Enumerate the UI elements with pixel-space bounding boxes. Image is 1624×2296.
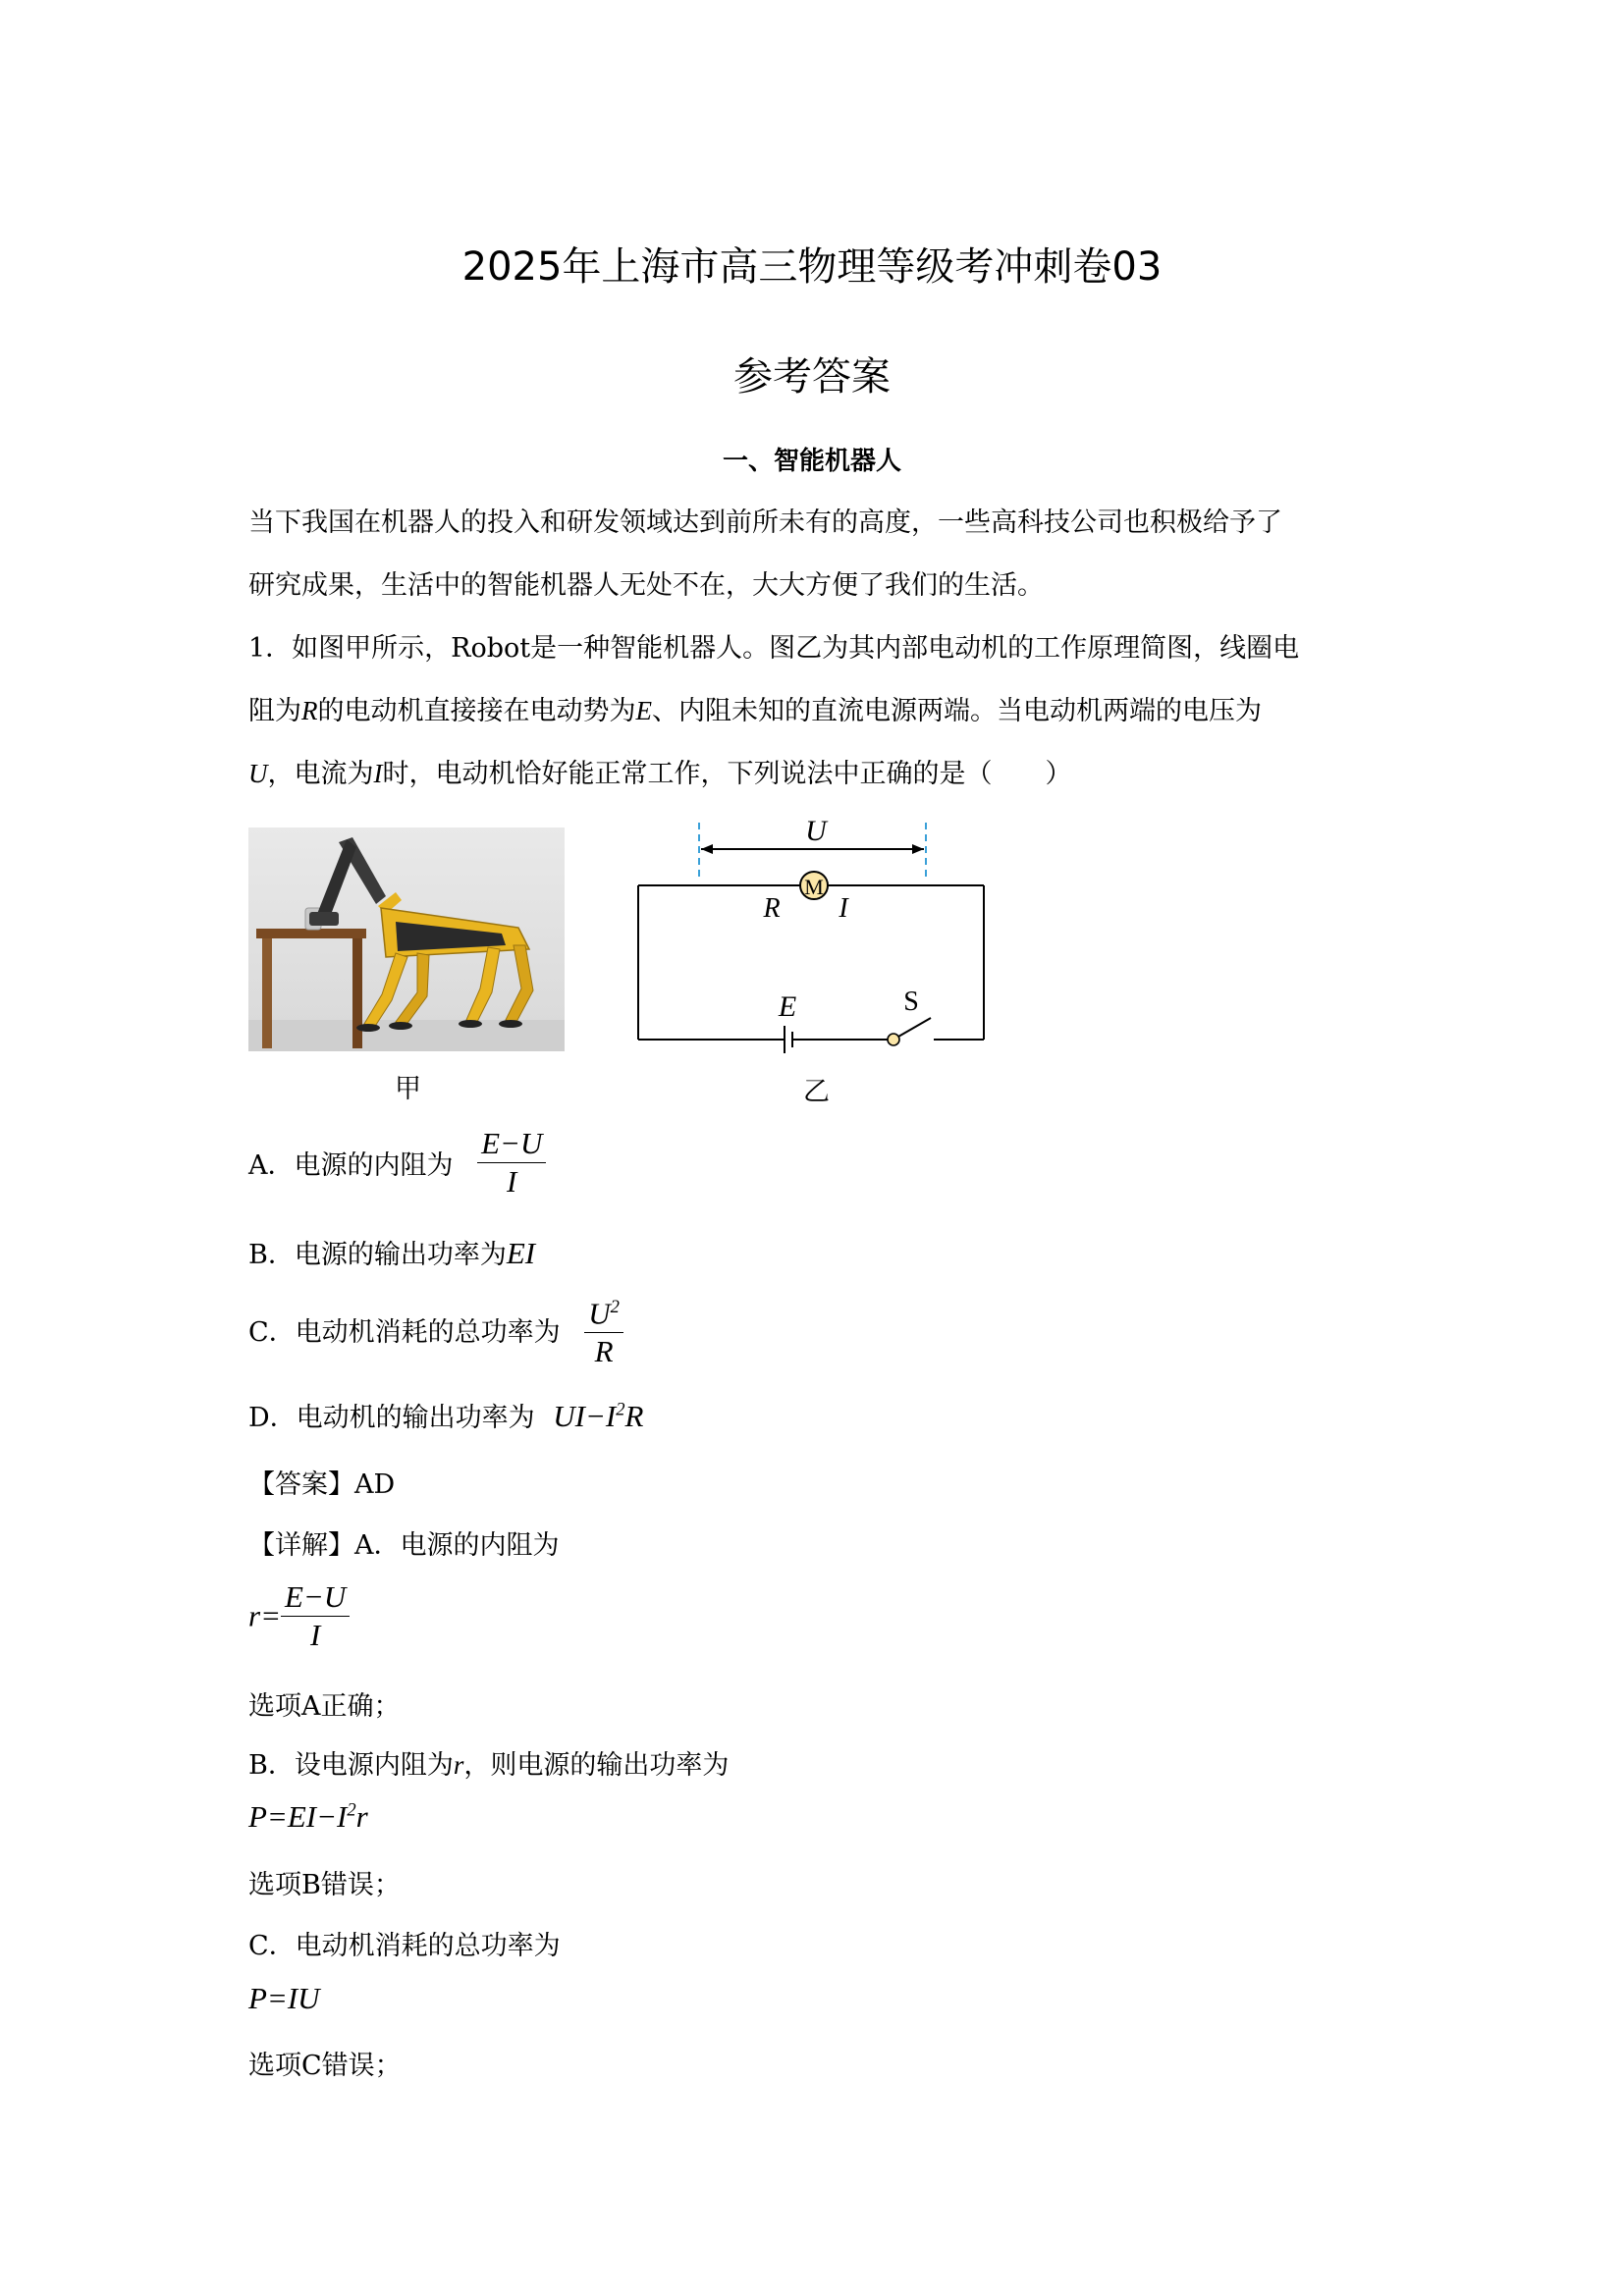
- option-A: [248, 1127, 546, 1199]
- formula-fraction: [281, 1580, 350, 1652]
- table-leg: [352, 938, 362, 1048]
- label-S: S: [903, 987, 919, 1017]
- circuit-diagram: [628, 808, 1001, 1053]
- arrowhead-right: [912, 844, 924, 854]
- symbol-R: R: [301, 696, 318, 725]
- arrowhead-left: [701, 844, 713, 854]
- detail-C-heading: C．电动机消耗的总功率为: [248, 1931, 561, 1961]
- intro-paragraph-line-2: 研究成果，生活中的智能机器人无处不在，大大方便了我们的生活。: [248, 570, 1044, 601]
- table-leg: [262, 938, 272, 1048]
- robot-photo: [248, 828, 565, 1051]
- figure-caption-jia: 甲: [395, 1074, 421, 1104]
- text-fragment: 时，电动机恰好能正常工作，下列说法中正确的是（ ）: [382, 759, 1072, 789]
- expression-part: UI−I: [553, 1399, 617, 1433]
- detail-heading: 【详解】A．电源的内阻为: [248, 1530, 560, 1561]
- formula-part: P=EI−I: [248, 1799, 348, 1834]
- option-B-text: B．电源的输出功率为: [248, 1240, 507, 1270]
- section-heading: 一、智能机器人: [722, 447, 901, 476]
- formula-part: r: [355, 1799, 368, 1834]
- text-fragment: ，则电源的输出功率为: [463, 1750, 730, 1781]
- formula-output-power: [248, 1799, 368, 1835]
- label-R: R: [763, 893, 781, 924]
- fraction-numerator: [584, 1291, 623, 1333]
- symbol-U: U: [248, 759, 268, 788]
- numerator-base: U: [588, 1296, 611, 1331]
- option-C: [248, 1291, 623, 1368]
- option-C-fraction: [584, 1291, 623, 1368]
- fraction-numerator: E−U: [477, 1127, 546, 1163]
- expression-part: R: [624, 1399, 644, 1433]
- fraction-denominator: I: [507, 1164, 517, 1199]
- text-fragment: B．设电源内阻为: [248, 1750, 454, 1781]
- option-C-text: C．电动机消耗的总功率为: [248, 1317, 561, 1349]
- fraction-denominator: R: [594, 1334, 614, 1369]
- option-A-fraction: [477, 1127, 546, 1199]
- detail-B-heading: [248, 1743, 729, 1782]
- fraction-denominator: I: [309, 1618, 321, 1652]
- option-B: [248, 1233, 535, 1271]
- numerator-exponent: 2: [610, 1297, 620, 1317]
- text-fragment: ，电流为: [267, 759, 374, 789]
- formula-total-power: P=IU: [248, 1981, 320, 2015]
- label-E: E: [778, 990, 797, 1023]
- conclusion-C: 选项C错误；: [248, 2051, 402, 2081]
- document-title: 2025年上海市高三物理等级考冲刺卷03: [461, 244, 1163, 290]
- formula-internal-resistance: [248, 1580, 350, 1652]
- question-1-line-2: [248, 689, 1262, 727]
- fraction-numerator: E−U: [281, 1580, 350, 1617]
- symbol-E: E: [635, 696, 652, 725]
- document-subtitle: 参考答案: [733, 354, 891, 400]
- conclusion-A: 选项A正确；: [248, 1691, 401, 1722]
- switch-pivot: [888, 1034, 899, 1045]
- label-I: I: [839, 893, 848, 924]
- expression-exponent: 2: [616, 1399, 625, 1420]
- option-D-text: D．电动机的输出功率为: [248, 1403, 535, 1433]
- answer-line: 【答案】AD: [248, 1469, 396, 1500]
- option-B-expression: EI: [506, 1236, 536, 1270]
- question-1-line-3: [248, 752, 1072, 790]
- label-M: M: [804, 875, 824, 899]
- figure-caption-yi: 乙: [803, 1077, 830, 1107]
- question-1-line-1: 1．如图甲所示，Robot是一种智能机器人。图乙为其内部电动机的工作原理简图，线圈电: [248, 633, 1300, 664]
- option-D: [248, 1396, 643, 1434]
- option-A-text: A．电源的内阻为: [248, 1150, 454, 1181]
- text-fragment: 阻为: [248, 696, 301, 726]
- text-fragment: 的电动机直接接在电动势为: [317, 696, 636, 726]
- formula-lhs: r=: [248, 1598, 281, 1633]
- option-D-expression: [553, 1399, 643, 1433]
- symbol-I: I: [373, 759, 383, 788]
- intro-paragraph-line-1: 当下我国在机器人的投入和研发领域达到前所未有的高度，一些高科技公司也积极给予了: [248, 507, 1282, 538]
- switch-blade: [898, 1018, 931, 1037]
- symbol-r: r: [453, 1750, 464, 1780]
- conclusion-B: 选项B错误；: [248, 1870, 401, 1900]
- text-fragment: 、内阻未知的直流电源两端。当电动机两端的电压为: [652, 696, 1262, 726]
- label-U: U: [805, 815, 827, 847]
- formula-exponent: 2: [347, 1799, 356, 1821]
